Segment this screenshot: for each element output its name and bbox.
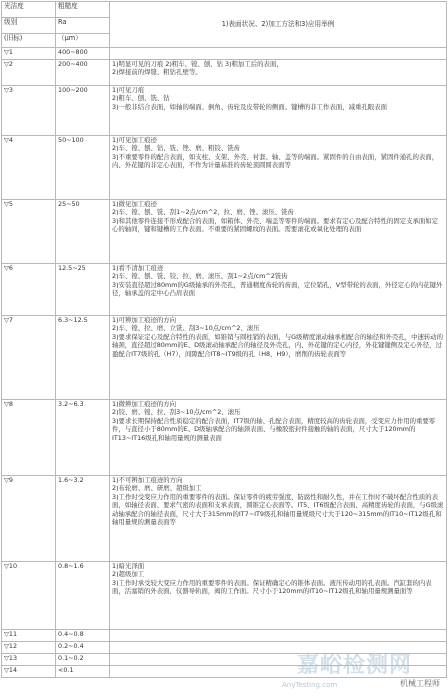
header-ra: Ra <box>56 18 110 34</box>
desc-cell: 1)不可辨加工痕迹的方向 2)布轮磨、磨、研磨、超级加工 3)工作时受变应力作用的重要零件的表面。保证零件的疲劳强度、防腐性和耐久性，并在工作时不破坏配合性质的表面，如轴径表面、要求气密的表面和支承表面，圆锥定心表面等。IT5、IT6级配合表面、高精度齿轮的表面，与G级滚动轴承配合的轴径表面，尺寸大于315mm的IT7~IT9级孔和轴用量规级尺寸大于120~315mm的IT10~IT12级孔和轴用量规的测量表面等 <box>110 476 447 562</box>
grade-cell: ▽14 <box>2 666 56 678</box>
ra-cell: 0.4~0.8 <box>56 630 110 642</box>
table-row <box>2 630 447 642</box>
desc-cell <box>110 48 447 60</box>
desc-cell: 1)微辨加工痕迹的方向 2)铰、磨、镗、拉、刮3~10点/cm^2、滚压 3)要求长期保持配合性质稳定的配合表面，IT7级的轴、孔配合表面，精度较高的齿轮表面，受变应力作用的重要零件，与直径小于80mm的E、D级轴承配合的轴颈表面、与橡胶密封件接触的轴的表面，尺寸大于120mm的IT13~IT16级孔和轴用量规的测量表面 <box>110 400 447 476</box>
grade-cell: ▽1 <box>2 48 56 60</box>
header-old-standard: (旧标) <box>2 34 56 48</box>
desc-cell: 1)可见加工痕迹 2)车、镗、刨、钻、铣、锉、磨、粗铰、铣齿 3)不重要零件的配合表面，如支柱、支架、外壳、衬套、轴、盖等的端面。紧固件的自由表面，紧固件通孔的表面，内、外花键的非定心表面，不作为计量基准的齿轮顶圆圆表面等 <box>110 136 447 200</box>
grade-cell: ▽12 <box>2 642 56 654</box>
ra-cell: 50~100 <box>56 136 110 200</box>
header-unit: （μm） <box>56 34 110 48</box>
ra-cell: 0.8~1.6 <box>56 562 110 630</box>
ra-cell: 0.1~0.2 <box>56 654 110 666</box>
table-row <box>2 316 447 400</box>
desc-cell: 1)看不清加工痕迹 2)车、镗、刨、铣、铰、拉、磨、滚压、刮1~2点/cm^2铣齿 3)安装直径超过80mm的G级轴承的外壳孔，普通精度齿轮的齿面，定位销孔，V型带轮的表面，外径定心的内花键外径，轴承盖的定中心凸肩表面 <box>110 264 447 316</box>
ra-cell: 6.3~12.5 <box>56 316 110 400</box>
watermark-url: AnyTesting.com <box>282 681 338 689</box>
ra-cell: 1.6~3.2 <box>56 476 110 562</box>
ra-cell: 0.2~0.4 <box>56 642 110 654</box>
table-row <box>2 48 447 60</box>
grade-cell: ▽2 <box>2 60 56 86</box>
grade-cell: ▽5 <box>2 200 56 264</box>
table-row <box>2 666 447 678</box>
table-row <box>2 264 447 316</box>
ra-cell: 100~200 <box>56 86 110 136</box>
roughness-table <box>1 1 447 678</box>
header-finish: 光洁度 <box>2 2 56 18</box>
header-level: 级别 <box>2 18 56 34</box>
grade-cell: ▽6 <box>2 264 56 316</box>
watermark-author: 机械工程师 <box>400 679 440 688</box>
desc-cell: 1)可见刀痕 2)粗车、刨、铣、钻 3)一般非结合表面，如轴的端面、倒角、齿轮及皮带轮的侧面、键槽的非工作表面，减重孔眼表面 <box>110 86 447 136</box>
grade-cell: ▽11 <box>2 630 56 642</box>
table-row <box>2 200 447 264</box>
grade-cell: ▽10 <box>2 562 56 630</box>
grade-cell: ▽8 <box>2 400 56 476</box>
table-row <box>2 136 447 200</box>
desc-cell <box>110 642 447 654</box>
table-row <box>2 476 447 562</box>
ra-cell: <0.1 <box>56 666 110 678</box>
grade-cell: ▽9 <box>2 476 56 562</box>
table-row <box>2 562 447 630</box>
desc-cell <box>110 654 447 666</box>
table-row <box>2 654 447 666</box>
ra-cell: 200~400 <box>56 60 110 86</box>
table-row <box>2 86 447 136</box>
desc-cell: 1)明显可见的刀痕 2)粗车、镗、刨、钻 3)粗加工后的表面， 2)焊接前的焊缝、粗钻孔壁等。 <box>110 60 447 86</box>
ra-cell: 12.5~25 <box>56 264 110 316</box>
grade-cell: ▽7 <box>2 316 56 400</box>
table-row <box>2 642 447 654</box>
ra-cell: 3.2~6.3 <box>56 400 110 476</box>
grade-cell: ▽3 <box>2 86 56 136</box>
ra-cell: 400~800 <box>56 48 110 60</box>
header-description: 1)表面状况、2)加工方法和3)应用举例 <box>110 2 447 48</box>
desc-cell <box>110 630 447 642</box>
watermark-logo-text: 嘉峪检测网 <box>296 653 412 678</box>
desc-cell: 1)暗光泽面 2)超级加工 3)工作时承受较大变应力作用的重要零件的表面。保证精确定心的锥体表面。液压传动用的孔表面。汽缸套的内表面，活塞销的外表面，仪器导轨面，阀的工作面。尺寸小于120mm的IT10~IT12级孔和轴用量规测量面等 <box>110 562 447 630</box>
desc-cell: 1)可辨加工痕迹的方向 2)车、镗、拉、磨、立铣、刮3~10点/cm^2、滚压 3)要求保证定心及配合特性的表面，如锥销与圆柱销的表面，与G级精度滚动轴承相配合的轴径和外壳孔，中速转动的轴颈，直径超过80mm的E、D级滚动轴承配合的轴径及外壳孔，内、外花键的定心内径，外花键键侧及定心外径，过盈配合IT7级的孔（H7），间隙配合IT8~IT9级的孔（H8，H9），磨削的齿轮表面等 <box>110 316 447 400</box>
grade-cell: ▽13 <box>2 654 56 666</box>
ra-cell: 25~50 <box>56 200 110 264</box>
header-row-1 <box>2 2 447 18</box>
grade-cell: ▽4 <box>2 136 56 200</box>
desc-cell <box>110 666 447 678</box>
table-row <box>2 400 447 476</box>
table-row <box>2 60 447 86</box>
header-roughness: 粗糙度 <box>56 2 110 18</box>
desc-cell: 1)微见加工痕迹 2)车、镗、刨、铣、刮1~2点/cm^2、拉、磨、锉、滚压、铣齿 3)和其他零件连接不形成配合的表面，如箱体、外壳、端盖等零件的端面。要求有定心及配合特性的固定支承面如定心的轴间，键和键槽的工作表面。不重要的紧固螺纹的表面。需要滚花或氧化处理的表面 <box>110 200 447 264</box>
